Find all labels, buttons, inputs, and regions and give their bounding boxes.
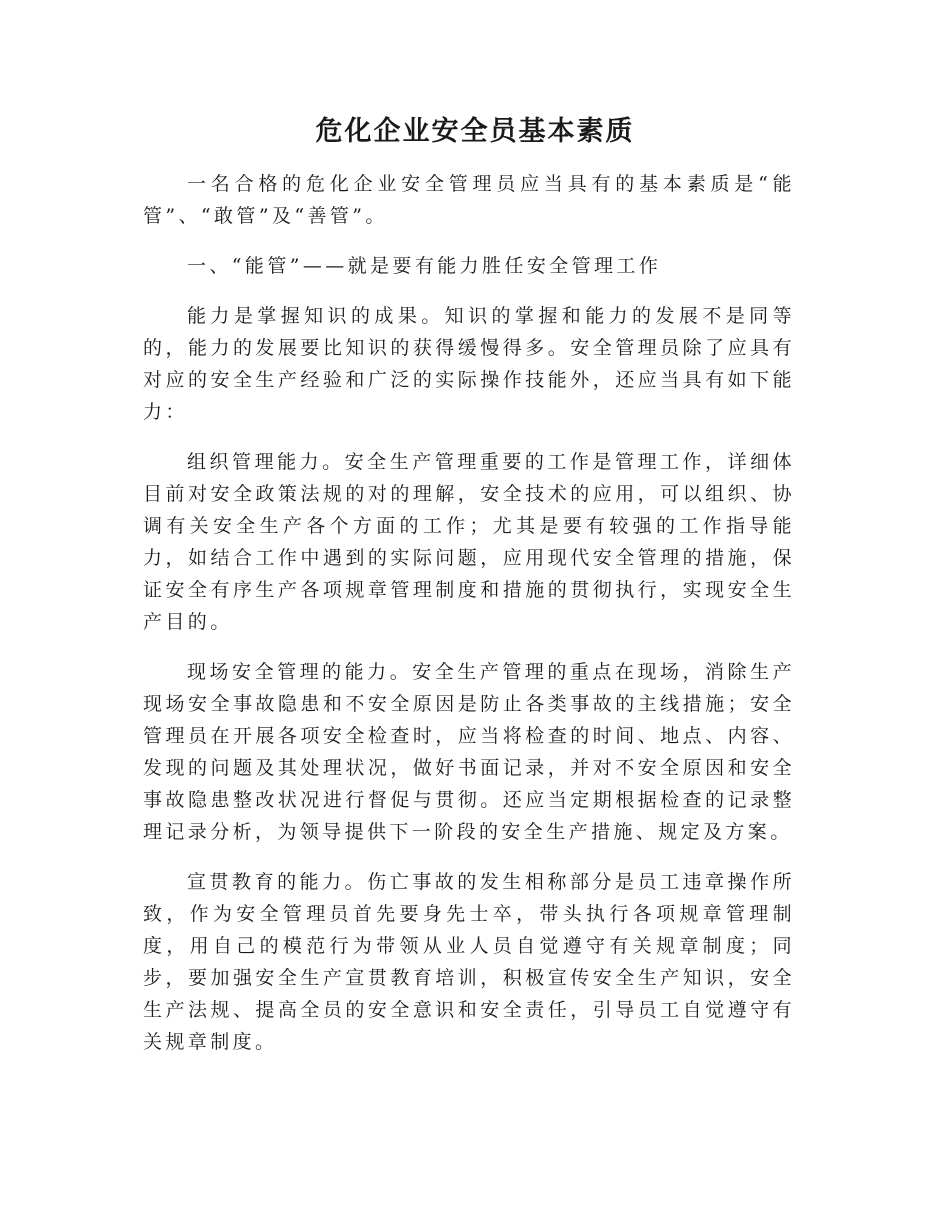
paragraph-onsite-management: 现场安全管理的能力。安全生产管理的重点在现场，消除生产现场安全事故隐患和不安全原因是防止各类事故的主线措施；安全管理员在开展各项安全检查时，应当将检查的时间、地点、内容、发现的问题及其处理状况，做好书面记录，并对不安全原因和安全事故隐患整改状况进行督促与贯彻。还应当定期根据检查的记录整理记录分析，为领导提供下一阶段的安全生产措施、规定及方案。 (143, 661, 795, 843)
paragraph-ability: 能力是掌握知识的成果。知识的掌握和能力的发展不是同等的，能力的发展要比知识的获得缓慢得多。安全管理员除了应具有对应的安全生产经验和广泛的实际操作技能外，还应当具有如下能力： (143, 305, 795, 423)
paragraph-intro: 一名合格的危化企业安全管理员应当具有的基本素质是“能管”、“敢管”及“善管”。 (143, 173, 795, 227)
paragraph-education: 宣贯教育的能力。伤亡事故的发生相称部分是员工违章操作所致，作为安全管理员首先要身先士卒，带头执行各项规章管理制度，用自己的模范行为带领从业人员自觉遵守有关规章制度；同步，要加强安全生产宣贯教育培训，积极宣传安全生产知识，安全生产法规、提高全员的安全意识和安全责任，引导员工自觉遵守有关规章制度。 (143, 871, 795, 1053)
section-heading-1: 一、“能管”——就是要有能力胜任安全管理工作 (187, 255, 662, 277)
paragraph-organization: 组织管理能力。安全生产管理重要的工作是管理工作，详细体目前对安全政策法规的对的理解，安全技术的应用，可以组织、协调有关安全生产各个方面的工作；尤其是要有较强的工作指导能力，如结合工作中遇到的实际问题，应用现代安全管理的措施，保证安全有序生产各项规章管理制度和措施的贯彻执行，实现安全生产目的。 (143, 451, 795, 633)
document-title: 危化企业安全员基本素质 (315, 116, 635, 147)
document-body (143, 168, 795, 1076)
